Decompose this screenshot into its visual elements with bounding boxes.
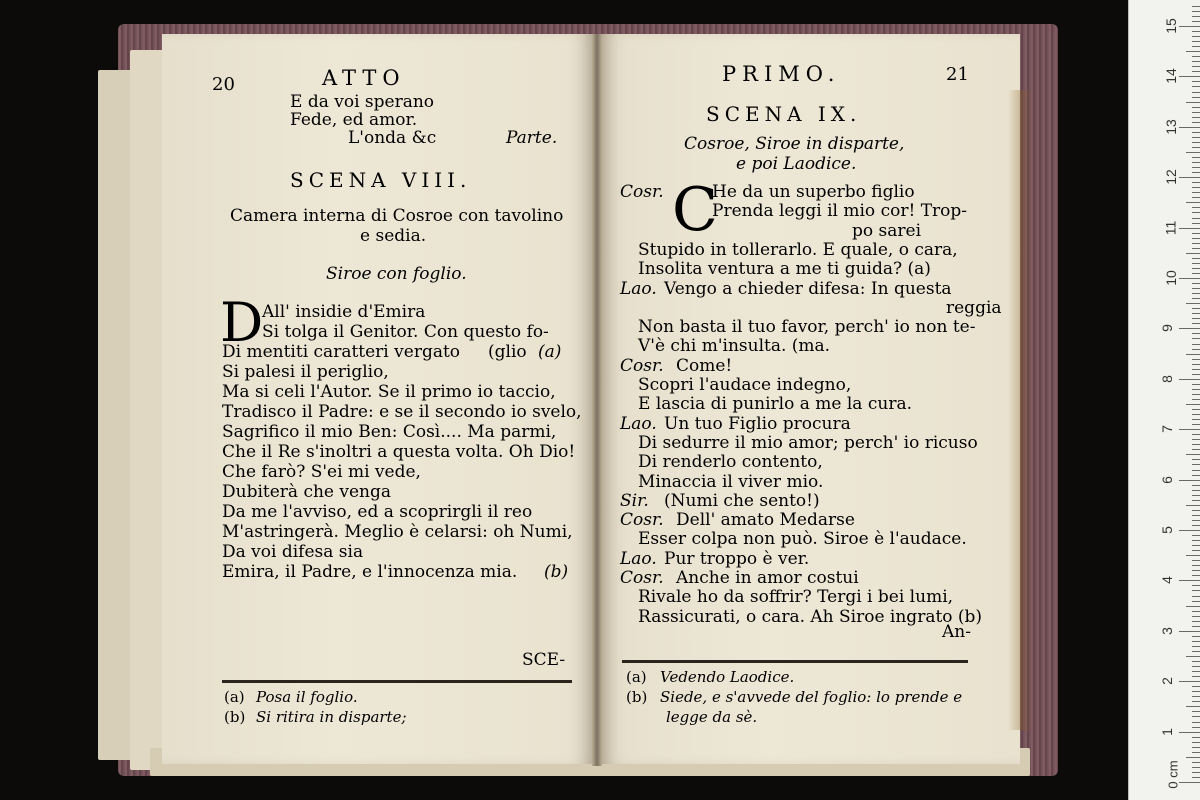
ruler-tick (1192, 21, 1200, 22)
dialogue-line: Come! (676, 355, 733, 376)
ruler-tick (1192, 737, 1200, 738)
dialogue-line: po sarei (852, 220, 922, 241)
footnote-mark: (b) (626, 688, 648, 706)
ruler-tick (1192, 192, 1200, 193)
ruler-tick (1192, 394, 1200, 395)
ruler-tick (1186, 505, 1200, 506)
verse-line: M'astringerà. Meglio è celarsi: oh Numi, (222, 522, 573, 542)
ruler-tick (1192, 485, 1200, 486)
left-top-line: Fede, ed amor. (290, 110, 418, 130)
ruler-tick (1192, 540, 1200, 541)
ruler-tick (1192, 570, 1200, 571)
ruler-tick (1186, 706, 1200, 707)
dialogue-line: Di renderlo contento, (638, 452, 823, 473)
ruler-tick (1192, 157, 1200, 158)
ruler-tick (1186, 555, 1200, 556)
footnote-text: legge da sè. (666, 708, 758, 726)
ruler-label: 2 (1158, 677, 1175, 686)
ruler-tick (1179, 26, 1200, 27)
ruler-label: 8 (1158, 374, 1175, 383)
ruler-tick (1192, 243, 1200, 244)
verse-line: Da me l'avviso, ed a scoprirgli il reo (222, 502, 533, 522)
ruler-tick (1186, 404, 1200, 405)
ruler-tick (1192, 333, 1200, 334)
ruler-tick (1192, 187, 1200, 188)
ruler-tick (1179, 278, 1200, 279)
dialogue-line: Non basta il tuo favor, perch' io non te- (638, 317, 976, 338)
ruler-tick (1186, 51, 1200, 52)
footnote-text: Posa il foglio. (256, 688, 358, 706)
dialogue-line: Rassicurati, o cara. Ah Siroe ingrato (b) (638, 606, 983, 627)
ruler-tick (1192, 641, 1200, 642)
ruler-tick (1192, 742, 1200, 743)
left-exit-cue: Parte. (506, 128, 558, 148)
ruler-tick (1179, 732, 1200, 733)
ruler-tick (1192, 137, 1200, 138)
speaker-label: Lao. (620, 413, 657, 434)
ruler-tick (1192, 535, 1200, 536)
ruler-tick (1192, 616, 1200, 617)
ruler-tick (1192, 349, 1200, 350)
ruler-tick (1192, 601, 1200, 602)
left-drop-cap: D (220, 291, 264, 354)
ruler-tick (1192, 696, 1200, 697)
ruler-tick (1192, 56, 1200, 57)
ruler-tick (1192, 550, 1200, 551)
ruler-tick (1192, 107, 1200, 108)
ruler-tick (1179, 76, 1200, 77)
dialogue-line: Minaccia il viver mio. (638, 471, 824, 492)
speaker-label: Cosr. (620, 355, 664, 376)
ruler-label: 3 (1158, 626, 1175, 635)
dialogue-line: V'è chi m'insulta. (ma. (638, 336, 831, 357)
ruler-tick (1179, 328, 1200, 329)
ruler-tick (1192, 92, 1200, 93)
ruler-tick (1192, 122, 1200, 123)
ruler-tick (1192, 434, 1200, 435)
ruler-tick (1192, 218, 1200, 219)
ruler-tick (1192, 182, 1200, 183)
ruler-tick (1192, 525, 1200, 526)
ruler-tick (1179, 530, 1200, 531)
footnote-text: Si ritira in disparte; (256, 708, 407, 726)
ruler-tick (1192, 500, 1200, 501)
left-top-line: E da voi sperano (290, 92, 435, 112)
ruler-tick (1192, 772, 1200, 773)
ruler-tick (1192, 36, 1200, 37)
ruler-label: 4 (1158, 576, 1175, 585)
ruler-tick (1192, 510, 1200, 511)
ruler-tick (1192, 313, 1200, 314)
speaker-label: Cosr. (620, 182, 664, 202)
ruler-tick (1192, 520, 1200, 521)
verse-turnover: (glio (488, 342, 527, 362)
ruler-tick (1186, 253, 1200, 254)
speaker-label: Lao. (620, 278, 657, 299)
ruler-tick (1192, 258, 1200, 259)
ruler-label: 10 (1162, 270, 1179, 286)
ruler-tick (1192, 686, 1200, 687)
dialogue-line: Vengo a chieder difesa: In questa (664, 278, 952, 299)
dialogue-line: Di sedurre il mio amor; perch' io ricuso (638, 432, 978, 453)
ruler-tick (1186, 354, 1200, 355)
right-footnote-rule (622, 660, 968, 663)
ruler-tick (1192, 117, 1200, 118)
ruler-tick (1192, 112, 1200, 113)
dialogue-line: Anche in amor costui (676, 568, 859, 588)
ruler-tick (1192, 263, 1200, 264)
right-characters-line: Cosroe, Siroe in disparte, (684, 134, 905, 154)
ruler-tick (1192, 475, 1200, 476)
ruler-tick (1179, 177, 1200, 178)
ruler-tick (1192, 61, 1200, 62)
left-scene-title: SCENA VIII. (290, 168, 472, 192)
ruler-tick (1192, 172, 1200, 173)
ruler-tick (1192, 359, 1200, 360)
ruler-tick (1192, 283, 1200, 284)
footnote-mark: (a) (224, 688, 245, 706)
dialogue-line: reggia (946, 297, 1002, 318)
ruler-label: 11 (1162, 220, 1179, 235)
ruler-tick (1192, 424, 1200, 425)
dialogue-line: Stupido in tollerarlo. E quale, o cara, (638, 239, 958, 260)
ruler-tick (1186, 656, 1200, 657)
ruler-tick (1192, 419, 1200, 420)
ruler-label: 13 (1162, 119, 1179, 135)
ruler-tick (1192, 666, 1200, 667)
ruler-tick (1192, 86, 1200, 87)
left-setting-line: e sedia. (360, 226, 427, 246)
ruler-tick (1192, 364, 1200, 365)
ruler-tick (1192, 197, 1200, 198)
left-catchword: SCE- (522, 650, 566, 670)
verse-line: Di mentiti caratteri vergato (222, 342, 461, 362)
ruler-tick (1192, 162, 1200, 163)
ruler-label: 12 (1162, 169, 1179, 185)
ruler-tick (1192, 66, 1200, 67)
ruler-tick (1192, 414, 1200, 415)
ruler-tick (1192, 318, 1200, 319)
ruler-tick (1192, 646, 1200, 647)
ruler-tick (1192, 344, 1200, 345)
ruler-tick (1192, 233, 1200, 234)
note-mark: (b) (544, 562, 569, 582)
left-top-line: L'onda &c (348, 128, 437, 148)
ruler-tick (1192, 449, 1200, 450)
ruler-tick (1192, 661, 1200, 662)
ruler-tick (1192, 444, 1200, 445)
ruler-label: 1 (1158, 727, 1175, 736)
right-page-number: 21 (946, 64, 969, 85)
ruler-tick (1192, 31, 1200, 32)
ruler-tick (1192, 722, 1200, 723)
ruler-tick (1192, 676, 1200, 677)
ruler-tick (1192, 565, 1200, 566)
ruler-tick (1192, 671, 1200, 672)
dialogue-line: Insolita ventura a me ti guida? (a) (638, 259, 931, 280)
ruler-tick (1192, 464, 1200, 465)
ruler-tick (1192, 495, 1200, 496)
ruler-tick (1179, 480, 1200, 481)
note-mark: (a) (538, 342, 562, 362)
speaker-label: Cosr. (620, 568, 664, 588)
ruler-tick (1192, 626, 1200, 627)
verse-line: Emira, il Padre, e l'innocenza mia. (222, 562, 518, 582)
ruler-tick (1192, 11, 1200, 12)
dialogue-line: Scopri l'audace indegno, (638, 375, 852, 395)
dialogue-line: Dell' amato Medarse (676, 510, 855, 531)
ruler-tick (1192, 147, 1200, 148)
ruler-tick (1192, 207, 1200, 208)
verse-line: Che farò? S'ei mi vede, (222, 462, 421, 482)
ruler-tick (1192, 97, 1200, 98)
ruler-tick (1192, 142, 1200, 143)
ruler-tick (1192, 389, 1200, 390)
ruler-tick (1186, 202, 1200, 203)
ruler-tick (1192, 223, 1200, 224)
dialogue-line: He da un superbo figlio (712, 182, 915, 202)
ruler-tick (1192, 515, 1200, 516)
ruler-tick (1192, 590, 1200, 591)
ruler-tick (1186, 303, 1200, 304)
ruler-tick (1179, 681, 1200, 682)
ruler-tick (1179, 228, 1200, 229)
dialogue-line: Un tuo Figlio procura (664, 413, 851, 434)
ruler-tick (1179, 379, 1200, 380)
ruler-tick (1192, 338, 1200, 339)
ruler-tick (1192, 409, 1200, 410)
left-running-head: ATTO (322, 66, 406, 90)
ruler-tick (1192, 273, 1200, 274)
verse-line: Che il Re s'inoltri a questa volta. Oh Dio! (222, 442, 576, 462)
ruler-tick (1192, 298, 1200, 299)
ruler-tick (1192, 167, 1200, 168)
dialogue-line: (Numi che sento!) (664, 490, 820, 511)
ruler-label: 14 (1162, 68, 1179, 85)
verse-line: All' insidie d'Emira (262, 302, 426, 322)
ruler-tick (1192, 238, 1200, 239)
right-running-head: PRIMO. (722, 62, 841, 86)
ruler-tick (1192, 439, 1200, 440)
verse-line: Si tolga il Genitor. Con questo fo- (262, 322, 549, 342)
right-characters-line: e poi Laodice. (736, 154, 857, 174)
ruler-tick (1192, 762, 1200, 763)
dialogue-line: E lascia di punirlo a me la cura. (638, 394, 912, 415)
page-stain (1008, 90, 1034, 730)
ruler-tick (1192, 716, 1200, 717)
ruler-tick (1192, 369, 1200, 370)
ruler-tick (1192, 651, 1200, 652)
ruler-tick (1192, 71, 1200, 72)
ruler-tick (1192, 596, 1200, 597)
ruler-tick (1179, 127, 1200, 128)
speaker-label: Lao. (620, 548, 657, 569)
ruler-tick (1192, 132, 1200, 133)
verse-line: Si palesi il periglio, (222, 362, 389, 382)
right-scene-title: SCENA IX. (706, 102, 862, 126)
dialogue-line: Pur troppo è ver. (664, 548, 810, 569)
ruler-tick (1186, 606, 1200, 607)
ruler-tick (1192, 212, 1200, 213)
ruler-tick (1186, 757, 1200, 758)
ruler-tick (1192, 288, 1200, 289)
ruler-tick (1179, 631, 1200, 632)
ruler-tick (1192, 691, 1200, 692)
ruler-tick (1192, 399, 1200, 400)
right-catchword: An- (942, 622, 971, 642)
ruler-tick (1192, 268, 1200, 269)
ruler-label: 6 (1158, 475, 1175, 484)
dialogue-line: Esser colpa non può. Siroe è l'audace. (638, 529, 967, 550)
ruler-tick (1192, 575, 1200, 576)
ruler-tick (1192, 470, 1200, 471)
verse-line: Tradisco il Padre: e se il secondo io svelo, (222, 402, 582, 422)
dialogue-line: Rivale ho da soffrir? Tergi i bei lumi, (638, 587, 954, 608)
ruler-tick (1192, 384, 1200, 385)
speaker-label: Sir. (620, 490, 649, 511)
left-stage-direction: Siroe con foglio. (326, 264, 467, 284)
ruler-tick (1192, 767, 1200, 768)
ruler-label: 5 (1158, 526, 1175, 534)
ruler-label: 7 (1158, 425, 1175, 434)
ruler-tick (1192, 585, 1200, 586)
ruler-label: 9 (1158, 324, 1175, 333)
ruler-tick (1179, 580, 1200, 581)
ruler-tick (1192, 701, 1200, 702)
ruler-tick (1192, 248, 1200, 249)
ruler-tick (1192, 752, 1200, 753)
left-setting-line: Camera interna di Cosroe con tavolino (230, 206, 564, 226)
ruler-unit: 0 cm (1165, 760, 1181, 789)
verse-line: Sagrifico il mio Ben: Così.... Ma parmi, (222, 422, 557, 442)
ruler-tick (1192, 46, 1200, 47)
ruler-tick (1192, 374, 1200, 375)
verse-line: Dubiterà che venga (222, 482, 392, 502)
ruler-tick (1192, 711, 1200, 712)
ruler-tick (1192, 621, 1200, 622)
ruler-tick (1192, 636, 1200, 637)
measurement-ruler (1128, 0, 1200, 800)
ruler-tick (1192, 323, 1200, 324)
right-drop-cap: C (672, 175, 718, 245)
ruler-tick (1186, 454, 1200, 455)
ruler-tick (1186, 152, 1200, 153)
ruler-tick (1192, 611, 1200, 612)
book-gutter (592, 34, 602, 766)
footnote-mark: (a) (626, 668, 647, 686)
ruler-tick (1179, 782, 1200, 783)
ruler-tick (1192, 727, 1200, 728)
left-page-number: 20 (212, 74, 235, 95)
ruler-tick (1192, 490, 1200, 491)
ruler-tick (1192, 16, 1200, 17)
ruler-tick (1186, 102, 1200, 103)
footnote-text: Vedendo Laodice. (660, 668, 795, 686)
dialogue-line: Prenda leggi il mio cor! Trop- (712, 201, 968, 222)
left-footnote-rule (222, 680, 572, 683)
ruler-tick (1192, 81, 1200, 82)
ruler-tick (1192, 459, 1200, 460)
ruler-tick (1192, 560, 1200, 561)
ruler-tick (1179, 429, 1200, 430)
ruler-tick (1192, 747, 1200, 748)
footnote-text: Siede, e s'avvede del foglio: lo prende e (660, 688, 963, 706)
ruler-tick (1192, 777, 1200, 778)
ruler-tick (1192, 293, 1200, 294)
ruler-tick (1192, 545, 1200, 546)
ruler-tick (1192, 308, 1200, 309)
ruler-label: 15 (1162, 18, 1179, 34)
ruler-tick (1192, 6, 1200, 7)
verse-line: Da voi difesa sia (222, 542, 364, 562)
verse-line: Ma si celi l'Autor. Se il primo io taccio, (222, 382, 556, 402)
ruler-tick (1192, 41, 1200, 42)
speaker-label: Cosr. (620, 510, 664, 531)
footnote-mark: (b) (224, 708, 246, 726)
